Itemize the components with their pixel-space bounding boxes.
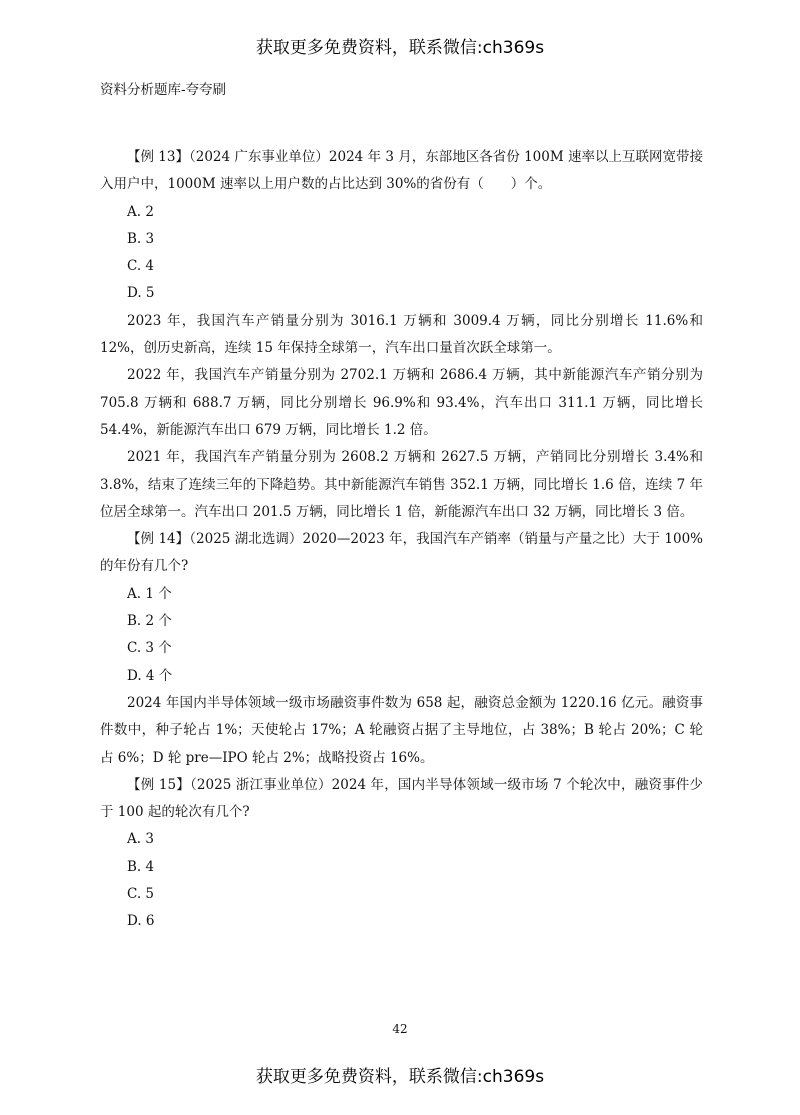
page-content <box>100 144 703 936</box>
option-d: D. 5 <box>127 285 155 302</box>
page-number: 42 <box>392 1022 408 1036</box>
option-c: C. 4 <box>127 258 155 275</box>
option-a: A. 1 个 <box>127 585 172 602</box>
page-header: 资料分析题库-夸夸刷 <box>100 82 227 98</box>
question-14-stem: 【例 14】（2025 湖北选调）2020—2023 年，我国汽车产销率（销量与产量之比）大于 100%的年份有几个? <box>100 531 703 575</box>
paragraph-2023: 2023 年，我国汽车产销量分别为 3016.1 万辆和 3009.4 万辆，同比分别增长 11.6%和 12%，创历史新高，连续 15 年保持全球第一，汽车出口量首次跃全球第一。 <box>100 312 703 357</box>
paragraph-semiconductor: 2024 年国内半导体领域一级市场融资事件数为 658 起，融资总金额为 1220.16 亿元。融资事件数中，种子轮占 1%；天使轮占 17%；A 轮融资占据了主导地位，占 38%；B 轮占 20%；C 轮占 6%；D 轮 pre—IPO 轮占 2%；战略投资占 16%。 <box>100 694 703 766</box>
option-c: C. 5 <box>127 886 155 903</box>
paragraph-2021: 2021 年，我国汽车产销量分别为 2608.2 万辆和 2627.5 万辆，产销同比分别增长 3.4%和 3.8%，结束了连续三年的下降趋势。其中新能源汽车销售 352.1 万辆，同比增长 1.6 倍，连续 7 年位居全球第一。汽车出口 201.5 万辆，同比增长 1 倍，新能源汽车出口 32 万辆，同比增长 3 倍。 <box>100 449 703 520</box>
option-a: A. 3 <box>127 831 154 848</box>
question-13-stem: 【例 13】（2024 广东事业单位）2024 年 3 月，东部地区各省份 100M 速率以上互联网宽带接入用户中，1000M 速率以上用户数的占比达到 30%的省份有（ ）个。 <box>100 149 703 193</box>
option-c: C. 3 个 <box>127 640 172 657</box>
top-banner: 获取更多免费资料，联系微信:ch369s <box>255 38 545 58</box>
option-b: B. 2 个 <box>127 613 172 630</box>
option-d: D. 4 个 <box>127 667 173 684</box>
question-15-stem: 【例 15】（2025 浙江事业单位）2024 年，国内半导体领域一级市场 7 个轮次中，融资事件少于 100 起的轮次有几个? <box>100 776 703 821</box>
option-d: D. 6 <box>127 913 155 930</box>
option-a: A. 2 <box>127 203 154 220</box>
option-b: B. 4 <box>127 858 155 875</box>
paragraph-2022: 2022 年，我国汽车产销量分别为 2702.1 万辆和 2686.4 万辆，其中新能源汽车产销分别为 705.8 万辆和 688.7 万辆，同比分别增长 96.9%和 93.4%，汽车出口 311.1 万辆，同比增长 54.4%，新能源汽车出口 679 万辆，同比增长 1.2 倍。 <box>100 367 703 438</box>
option-b: B. 3 <box>127 230 155 247</box>
bottom-banner: 获取更多免费资料，联系微信:ch369s <box>255 1067 545 1087</box>
